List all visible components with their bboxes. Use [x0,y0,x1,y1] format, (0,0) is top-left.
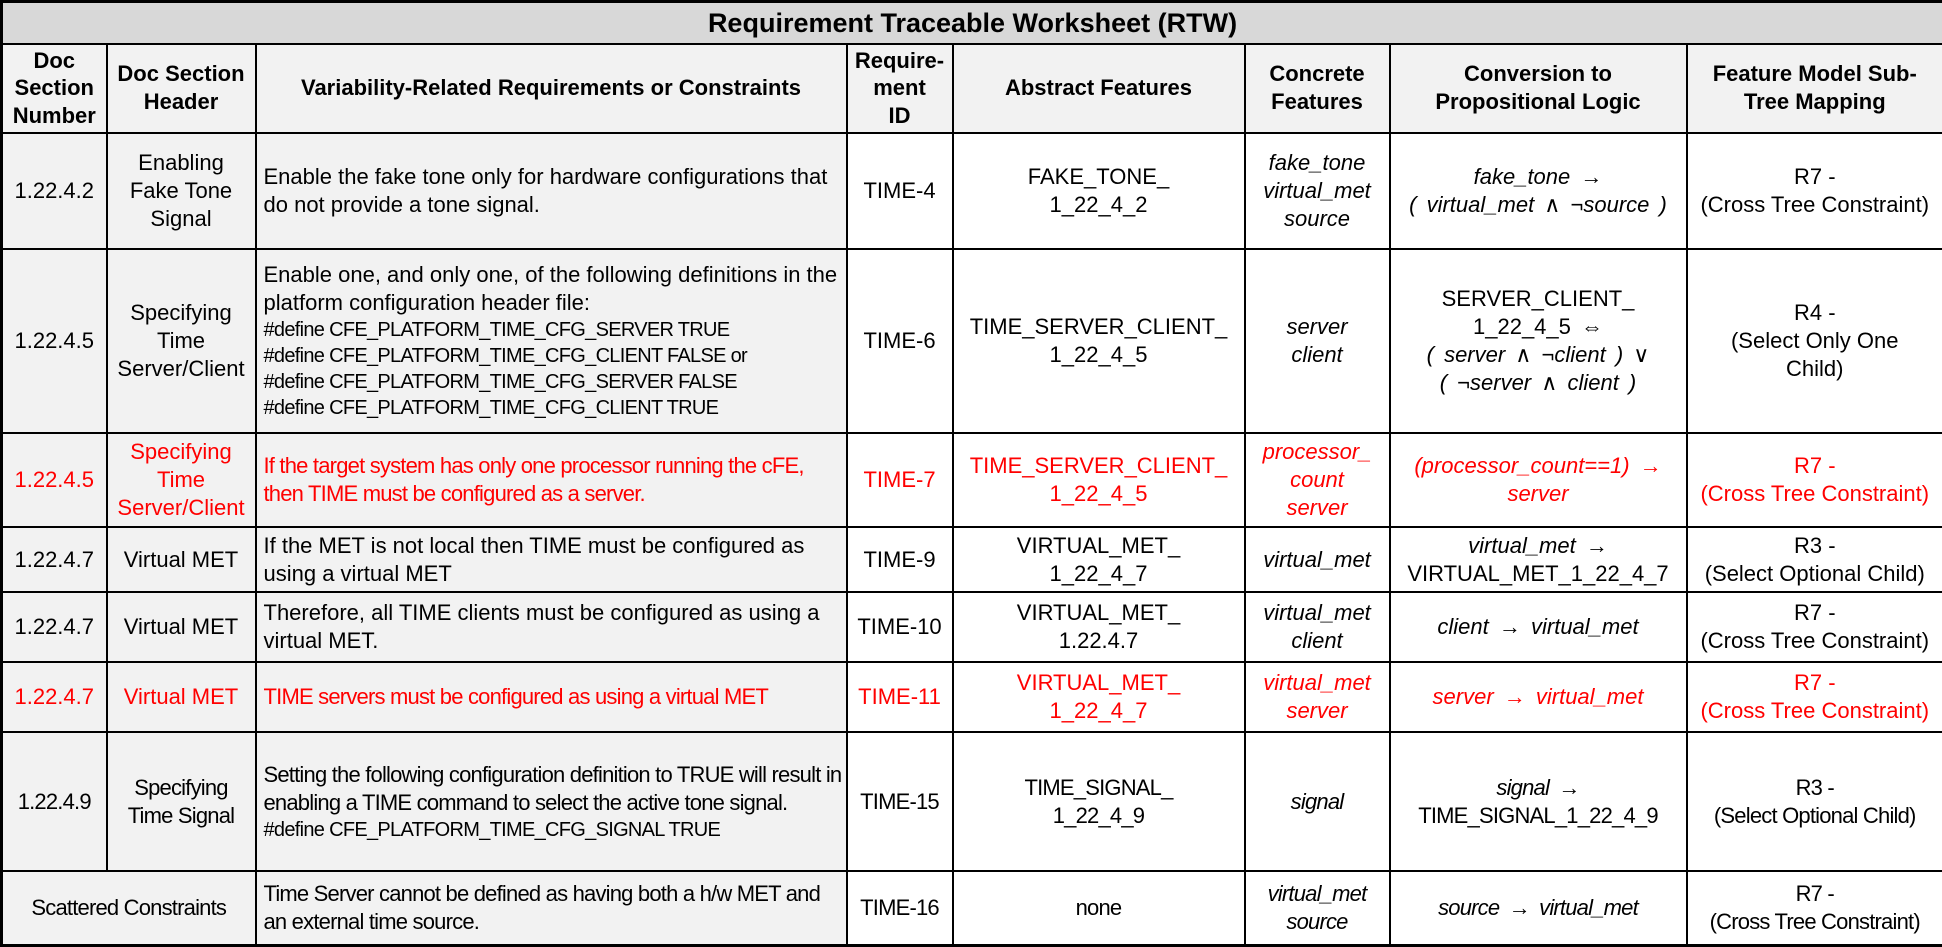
cell-line: ( ¬server ∧ client ) [1395,369,1682,397]
cell-line: virtual_met [1250,669,1385,697]
cell-line: client → virtual_met [1395,613,1682,641]
cell-line: signal → [1395,774,1682,802]
cell-line: R3 - [1692,774,1939,802]
cell-requirement [256,662,847,732]
cell-line: Child) [1692,355,1939,383]
cell-line: (Cross Tree Constraint) [1692,697,1939,725]
cell-concrete-features [1245,871,1390,945]
cell-line: VIRTUAL_MET_ [958,669,1240,697]
column-header-requirements [256,44,847,134]
header-line: Number [7,102,102,130]
cell-conversion [1390,871,1687,945]
table-row [2,133,1942,249]
requirement-code-line: #define CFE_PLATFORM_TIME_CFG_SIGNAL TRUE [264,817,842,843]
cell-concrete-features [1245,133,1390,249]
cell-concrete-features [1245,433,1390,527]
cell-line: R3 - [1692,532,1939,560]
cell-mapping [1687,433,1942,527]
cell-line: 1_22_4_7 [958,697,1240,725]
cell-doc-section-number: 1.22.4.5 [2,433,107,527]
header-line: Section [7,74,102,102]
cell-line: R7 - [1692,452,1939,480]
cell-conversion [1390,527,1687,592]
cell-conversion [1390,592,1687,662]
cell-line: (Cross Tree Constraint) [1692,908,1939,936]
column-header-doc-section-number [2,44,107,134]
header-line: Require- [852,47,948,75]
requirement-text: Enable the fake tone only for hardware configurations that do not provide a tone signal. [264,163,842,219]
cell-requirement-id: TIME-4 [847,133,953,249]
column-header-requirement-id [847,44,953,134]
cell-line: R7 - [1692,880,1939,908]
cell-conversion [1390,433,1687,527]
cell-abstract-features [953,871,1245,945]
cell-doc-section-header: Specifying Time Signal [107,732,256,871]
requirement-code-line: #define CFE_PLATFORM_TIME_CFG_SERVER TRUE [264,317,842,343]
table-row [2,662,1942,732]
cell-line: server [1395,480,1682,508]
header-line: Features [1250,88,1385,116]
requirement-code-line: #define CFE_PLATFORM_TIME_CFG_CLIENT FALSE or [264,343,842,369]
requirement-text: If the MET is not local then TIME must be configured as using a virtual MET [264,532,842,588]
cell-line: FAKE_TONE_ [958,163,1240,191]
cell-line: signal [1250,788,1385,816]
requirement-text: Therefore, all TIME clients must be configured as using a virtual MET. [264,599,842,655]
cell-abstract-features [953,592,1245,662]
cell-line: client [1250,341,1385,369]
cell-requirement [256,732,847,871]
title-row [2,2,1942,44]
requirement-text: If the target system has only one processor running the cFE, then TIME must be configured as a server. [264,452,842,508]
cell-doc-section-number: 1.22.4.7 [2,527,107,592]
cell-line: 1_22_4_2 [958,191,1240,219]
cell-abstract-features [953,133,1245,249]
cell-line: (Cross Tree Constraint) [1692,627,1939,655]
table-title: Requirement Traceable Worksheet (RTW) [2,2,1942,44]
header-line: ID [852,102,948,130]
cell-requirement-id: TIME-11 [847,662,953,732]
requirement-text: Enable one, and only one, of the following definitions in the platform configuration header file: [264,261,842,317]
cell-line: 1_22_4_5 [958,480,1240,508]
header-line: Doc Section [112,60,251,88]
table-row [2,527,1942,592]
cell-line: virtual_met [1250,599,1385,627]
cell-mapping [1687,527,1942,592]
cell-line: R4 - [1692,299,1939,327]
cell-doc-section-number: 1.22.4.2 [2,133,107,249]
cell-requirement-id: TIME-9 [847,527,953,592]
cell-line: fake_tone → [1395,163,1682,191]
cell-doc-section-number: 1.22.4.7 [2,662,107,732]
table-body [2,133,1942,945]
table-row [2,871,1942,945]
table-row [2,592,1942,662]
cell-line: TIME_SERVER_CLIENT_ [958,452,1240,480]
cell-mapping [1687,592,1942,662]
cell-requirement [256,527,847,592]
cell-line: (Cross Tree Constraint) [1692,191,1939,219]
table-row [2,249,1942,433]
requirement-code-line: #define CFE_PLATFORM_TIME_CFG_CLIENT TRUE [264,395,842,421]
cell-concrete-features [1245,527,1390,592]
cell-line: 1_22_4_5 [958,341,1240,369]
cell-line: count [1250,466,1385,494]
cell-line: 1_22_4_5 ⇔ [1395,313,1682,341]
cell-line: TIME_SERVER_CLIENT_ [958,313,1240,341]
cell-abstract-features [953,249,1245,433]
cell-requirement-id: TIME-16 [847,871,953,945]
cell-line: TIME_SIGNAL_1_22_4_9 [1395,802,1682,830]
column-header-doc-section-header [107,44,256,134]
cell-requirement-id: TIME-6 [847,249,953,433]
cell-line: VIRTUAL_MET_ [958,532,1240,560]
header-line: Feature Model Sub- [1692,60,1939,88]
cell-requirement-id: TIME-15 [847,732,953,871]
cell-requirement [256,592,847,662]
cell-line: processor_ [1250,438,1385,466]
header-line: Doc [7,47,102,75]
cell-line: none [958,894,1240,922]
cell-doc-section-header: Virtual MET [107,662,256,732]
cell-abstract-features [953,662,1245,732]
cell-line: server [1250,313,1385,341]
requirement-text: Time Server cannot be defined as having both a h/w MET and an external time source. [264,880,842,936]
cell-line: SERVER_CLIENT_ [1395,285,1682,313]
cell-line: ( virtual_met ∧ ¬source ) [1395,191,1682,219]
column-header-row [2,44,1942,134]
column-header-abstract-features [953,44,1245,134]
cell-line: (Select Optional Child) [1692,560,1939,588]
cell-line: virtual_met → [1395,532,1682,560]
cell-doc-section-number: 1.22.4.7 [2,592,107,662]
cell-mapping [1687,732,1942,871]
requirement-text: TIME servers must be configured as using a virtual MET [264,683,842,711]
cell-doc-section-header: Specifying Time Server/Client [107,249,256,433]
cell-concrete-features [1245,592,1390,662]
cell-conversion [1390,732,1687,871]
column-header-concrete-features [1245,44,1390,134]
cell-doc-section-header: Specifying Time Server/Client [107,433,256,527]
cell-line: source → virtual_met [1395,894,1682,922]
table-row [2,732,1942,871]
table-head [2,2,1942,134]
header-line: Abstract Features [958,74,1240,102]
cell-line: (processor_count==1) → [1395,452,1682,480]
cell-line: (Select Only One [1692,327,1939,355]
header-line: Tree Mapping [1692,88,1939,116]
header-line: Variability-Related Requirements or Constraints [261,74,842,102]
header-line: Conversion to [1395,60,1682,88]
cell-abstract-features [953,527,1245,592]
cell-line: ( server ∧ ¬client ) ∨ [1395,341,1682,369]
cell-doc-section-header: Virtual MET [107,592,256,662]
cell-requirement [256,433,847,527]
cell-line: server → virtual_met [1395,683,1682,711]
cell-line: fake_tone [1250,149,1385,177]
cell-line: (Cross Tree Constraint) [1692,480,1939,508]
cell-requirement-id: TIME-7 [847,433,953,527]
cell-line: virtual_met [1250,880,1385,908]
cell-line: source [1250,205,1385,233]
column-header-feature-model-mapping [1687,44,1942,134]
header-line: ment [852,74,948,102]
cell-doc-section-header: Enabling Fake Tone Signal [107,133,256,249]
cell-line: TIME_SIGNAL_ [958,774,1240,802]
cell-doc-section-number: 1.22.4.5 [2,249,107,433]
cell-line: 1.22.4.7 [958,627,1240,655]
cell-line: R7 - [1692,599,1939,627]
header-line: Propositional Logic [1395,88,1682,116]
cell-doc-section-number: 1.22.4.9 [2,732,107,871]
cell-line: server [1250,494,1385,522]
cell-requirement [256,249,847,433]
cell-concrete-features [1245,732,1390,871]
cell-mapping [1687,871,1942,945]
cell-mapping [1687,249,1942,433]
cell-line: 1_22_4_7 [958,560,1240,588]
cell-requirement-id: TIME-10 [847,592,953,662]
cell-line: R7 - [1692,669,1939,697]
cell-abstract-features [953,433,1245,527]
cell-line: (Select Optional Child) [1692,802,1939,830]
cell-line: R7 - [1692,163,1939,191]
cell-requirement [256,871,847,945]
cell-line: VIRTUAL_MET_1_22_4_7 [1395,560,1682,588]
cell-line: source [1250,908,1385,936]
cell-concrete-features [1245,662,1390,732]
cell-concrete-features [1245,249,1390,433]
cell-line: virtual_met [1250,546,1385,574]
cell-conversion [1390,133,1687,249]
cell-mapping [1687,133,1942,249]
cell-requirement [256,133,847,249]
header-line: Concrete [1250,60,1385,88]
requirement-text: Setting the following configuration definition to TRUE will result in enabling a TIME command to select the active tone signal. [264,761,842,817]
cell-line: server [1250,697,1385,725]
cell-abstract-features [953,732,1245,871]
cell-doc-section-header: Virtual MET [107,527,256,592]
cell-line: 1_22_4_9 [958,802,1240,830]
header-line: Header [112,88,251,116]
cell-conversion [1390,249,1687,433]
column-header-conversion [1390,44,1687,134]
requirement-code-line: #define CFE_PLATFORM_TIME_CFG_SERVER FALSE [264,369,842,395]
cell-line: VIRTUAL_MET_ [958,599,1240,627]
cell-conversion [1390,662,1687,732]
cell-line: client [1250,627,1385,655]
table-row [2,433,1942,527]
cell-doc-section-merged: Scattered Constraints [2,871,256,945]
cell-mapping [1687,662,1942,732]
cell-line: virtual_met [1250,177,1385,205]
